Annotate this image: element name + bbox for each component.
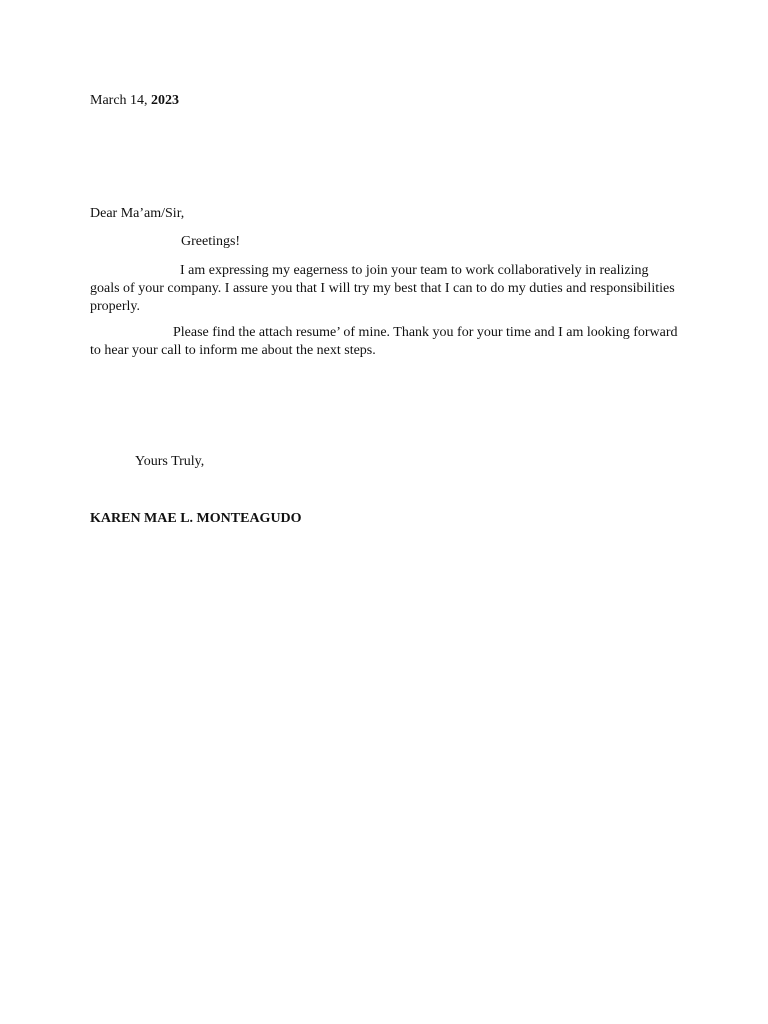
closing: Yours Truly, — [135, 454, 205, 469]
body-paragraph-1: I am expressing my eagerness to join your team to work collaboratively in realizing goals of your company. I assure you that I will try my best that I can to do my duties and responsibilities properly. — [90, 263, 675, 314]
date-year: 2023 — [151, 93, 180, 108]
greeting: Greetings! — [181, 234, 241, 249]
body-paragraph-2: Please find the attach resume’ of mine. Thank you for your time and I am looking forward to hear your call to inform me about the next steps. — [90, 325, 678, 358]
salutation: Dear Ma’am/Sir, — [90, 206, 185, 221]
signature-name: KAREN MAE L. MONTEAGUDO — [90, 511, 302, 526]
letter-date — [90, 92, 179, 110]
date-month-day: March 14, — [90, 93, 152, 108]
